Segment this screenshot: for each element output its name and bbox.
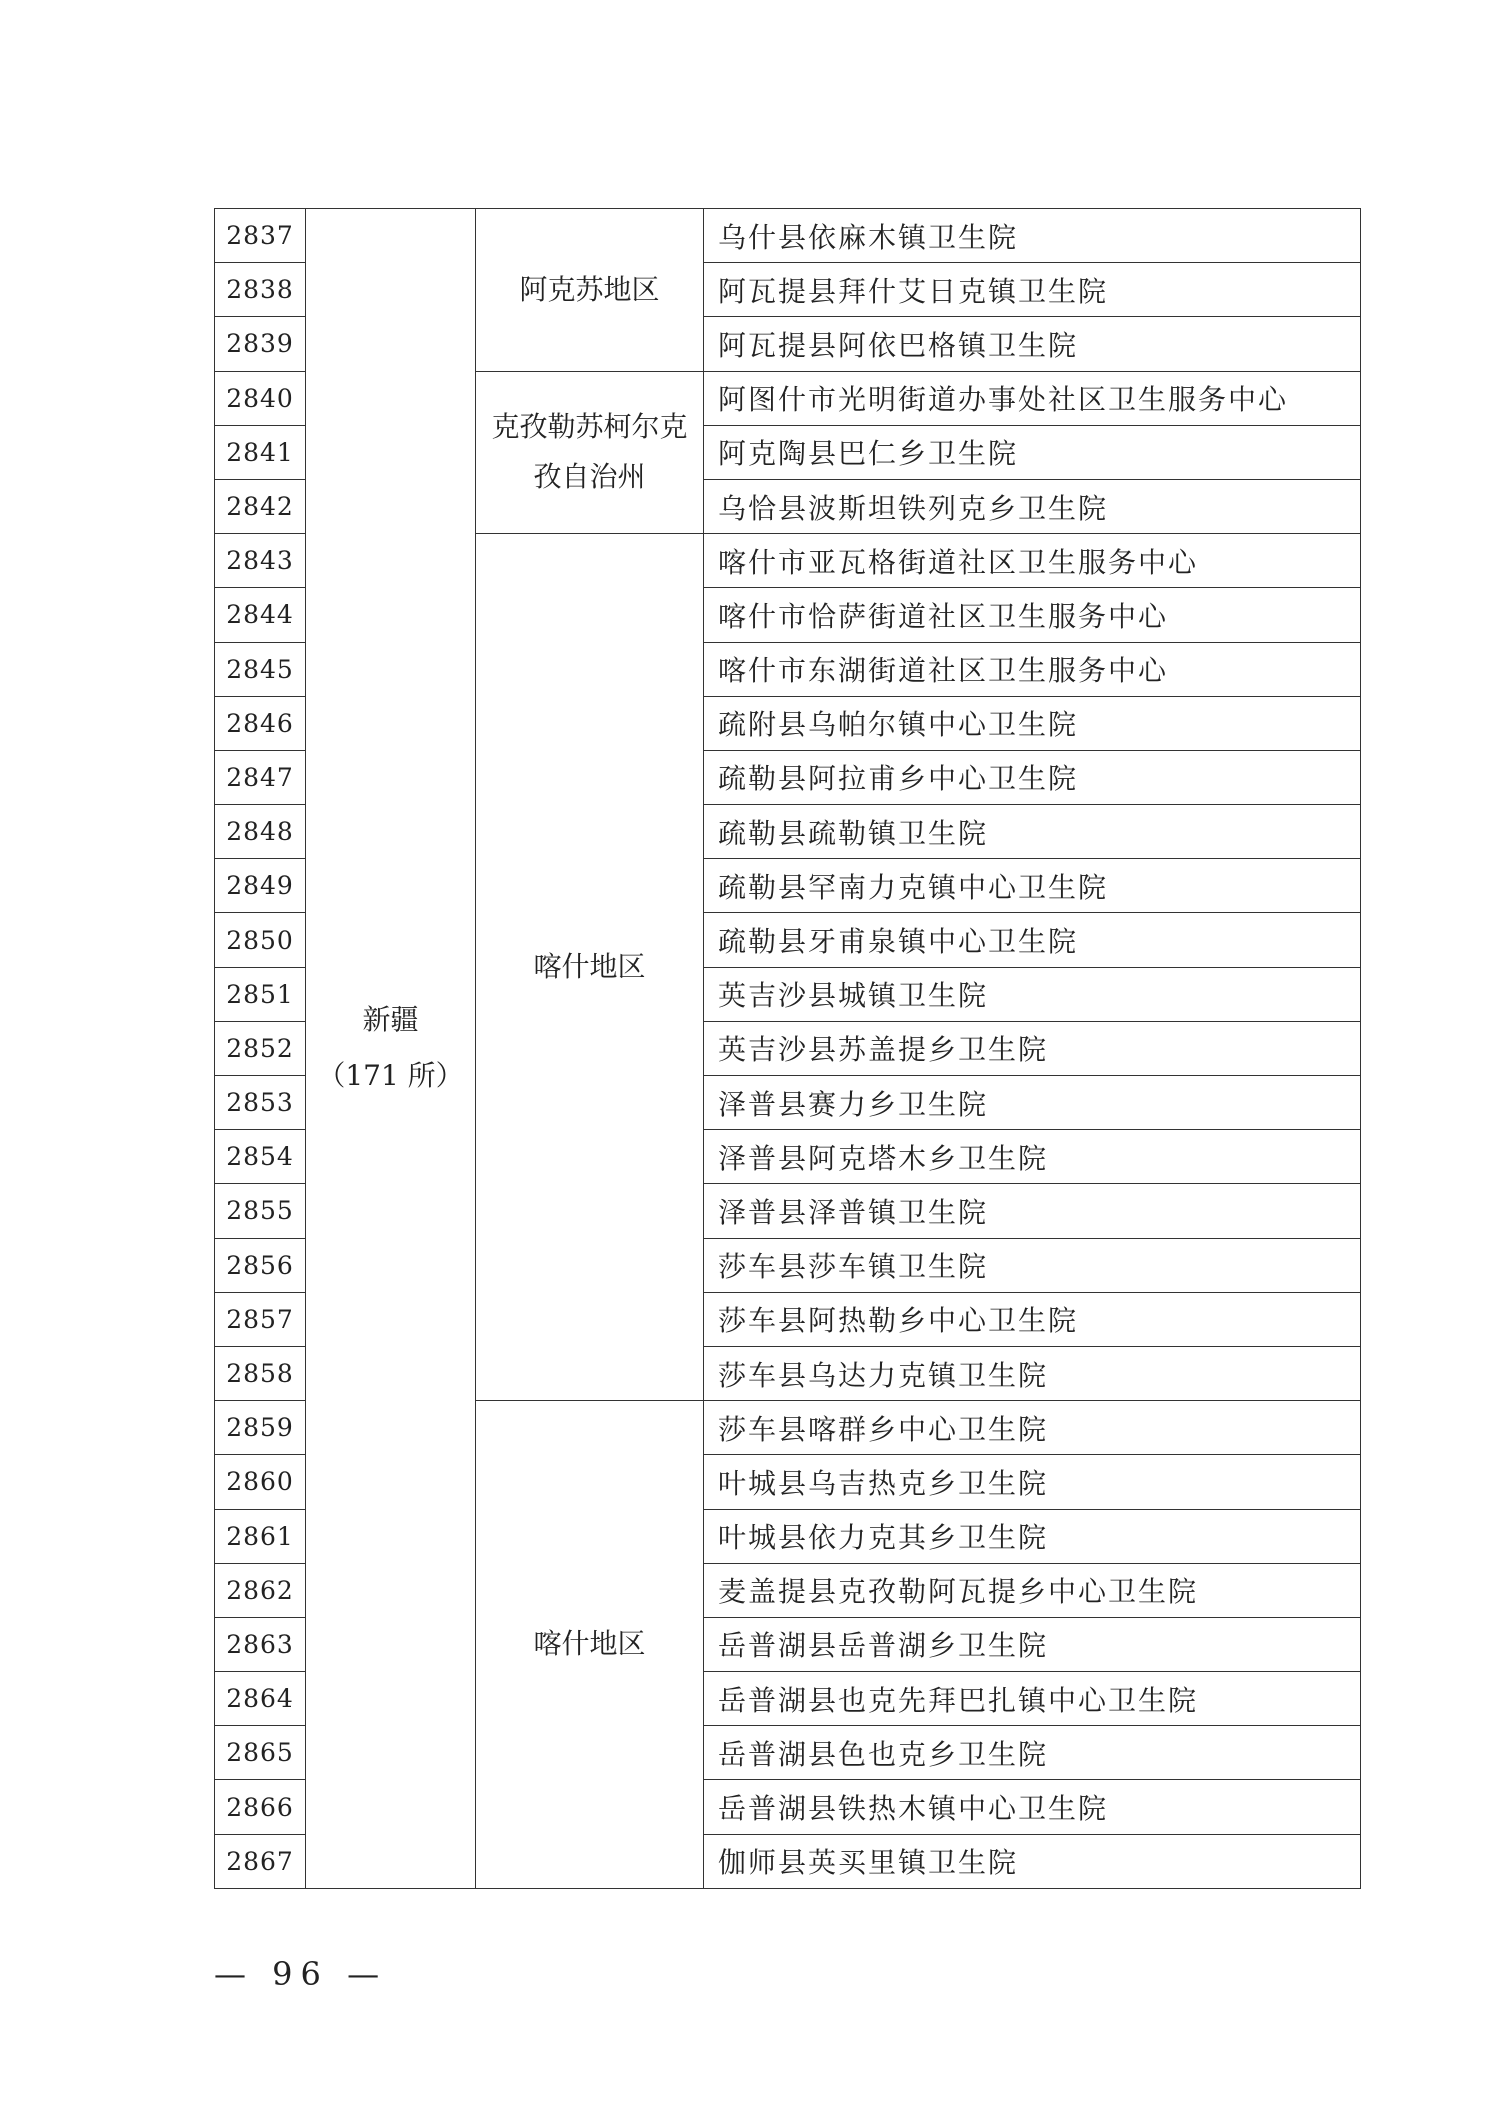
row-number: 2847 [215,750,306,804]
institution-name: 阿克陶县巴仁乡卫生院 [704,425,1361,479]
institution-name: 阿瓦提县阿依巴格镇卫生院 [704,317,1361,371]
province-cell [306,209,476,1889]
institution-name: 岳普湖县岳普湖乡卫生院 [704,1617,1361,1671]
institution-table [214,208,1361,1889]
institution-name: 疏勒县疏勒镇卫生院 [704,805,1361,859]
institution-name: 岳普湖县铁热木镇中心卫生院 [704,1780,1361,1834]
row-number: 2848 [215,805,306,859]
institution-name: 莎车县喀群乡中心卫生院 [704,1401,1361,1455]
institution-name: 叶城县依力克其乡卫生院 [704,1509,1361,1563]
province-count: （171 所） [317,1059,464,1093]
row-number: 2867 [215,1834,306,1888]
row-number: 2841 [215,425,306,479]
row-number: 2860 [215,1455,306,1509]
institution-name: 莎车县阿热勒乡中心卫生院 [704,1292,1361,1346]
province-name: 新疆 [362,1003,419,1037]
region-cell-aksu: 阿克苏地区 [476,209,704,372]
row-number: 2845 [215,642,306,696]
region-cell-kashgar-2: 喀什地区 [476,1401,704,1889]
institution-name: 阿图什市光明街道办事处社区卫生服务中心 [704,371,1361,425]
row-number: 2842 [215,479,306,533]
institution-name: 疏附县乌帕尔镇中心卫生院 [704,696,1361,750]
row-number: 2839 [215,317,306,371]
row-number: 2859 [215,1401,306,1455]
row-number: 2844 [215,588,306,642]
region-cell-kizilsu: 克孜勒苏柯尔克孜自治州 [476,371,704,534]
row-number: 2861 [215,1509,306,1563]
institution-name: 英吉沙县城镇卫生院 [704,967,1361,1021]
institution-name: 伽师县英买里镇卫生院 [704,1834,1361,1888]
institution-name: 喀什市恰萨街道社区卫生服务中心 [704,588,1361,642]
institution-name: 乌什县依麻木镇卫生院 [704,209,1361,263]
row-number: 2837 [215,209,306,263]
row-number: 2866 [215,1780,306,1834]
row-number: 2851 [215,967,306,1021]
page-number: — 96 — [214,1955,388,1993]
table-row [215,209,1361,263]
row-number: 2854 [215,1130,306,1184]
row-number: 2856 [215,1238,306,1292]
institution-name: 莎车县莎车镇卫生院 [704,1238,1361,1292]
institution-name: 岳普湖县色也克乡卫生院 [704,1726,1361,1780]
region-cell-kashgar: 喀什地区 [476,534,704,1401]
row-number: 2864 [215,1672,306,1726]
institution-name: 喀什市东湖街道社区卫生服务中心 [704,642,1361,696]
institution-name: 乌恰县波斯坦铁列克乡卫生院 [704,479,1361,533]
institution-name: 岳普湖县也克先拜巴扎镇中心卫生院 [704,1672,1361,1726]
row-number: 2853 [215,1076,306,1130]
row-number: 2863 [215,1617,306,1671]
row-number: 2862 [215,1563,306,1617]
institution-name: 泽普县赛力乡卫生院 [704,1076,1361,1130]
institution-name: 英吉沙县苏盖提乡卫生院 [704,1021,1361,1075]
row-number: 2843 [215,534,306,588]
row-number: 2855 [215,1184,306,1238]
institution-name: 叶城县乌吉热克乡卫生院 [704,1455,1361,1509]
institution-name: 疏勒县牙甫泉镇中心卫生院 [704,913,1361,967]
row-number: 2838 [215,263,306,317]
institution-name: 泽普县泽普镇卫生院 [704,1184,1361,1238]
row-number: 2857 [215,1292,306,1346]
institution-name: 泽普县阿克塔木乡卫生院 [704,1130,1361,1184]
institution-name: 疏勒县罕南力克镇中心卫生院 [704,859,1361,913]
row-number: 2865 [215,1726,306,1780]
institution-name: 阿瓦提县拜什艾日克镇卫生院 [704,263,1361,317]
institution-name: 喀什市亚瓦格街道社区卫生服务中心 [704,534,1361,588]
row-number: 2858 [215,1346,306,1400]
institution-name: 麦盖提县克孜勒阿瓦提乡中心卫生院 [704,1563,1361,1617]
row-number: 2850 [215,913,306,967]
row-number: 2849 [215,859,306,913]
row-number: 2852 [215,1021,306,1075]
row-number: 2840 [215,371,306,425]
row-number: 2846 [215,696,306,750]
institution-name: 莎车县乌达力克镇卫生院 [704,1346,1361,1400]
institution-name: 疏勒县阿拉甫乡中心卫生院 [704,750,1361,804]
